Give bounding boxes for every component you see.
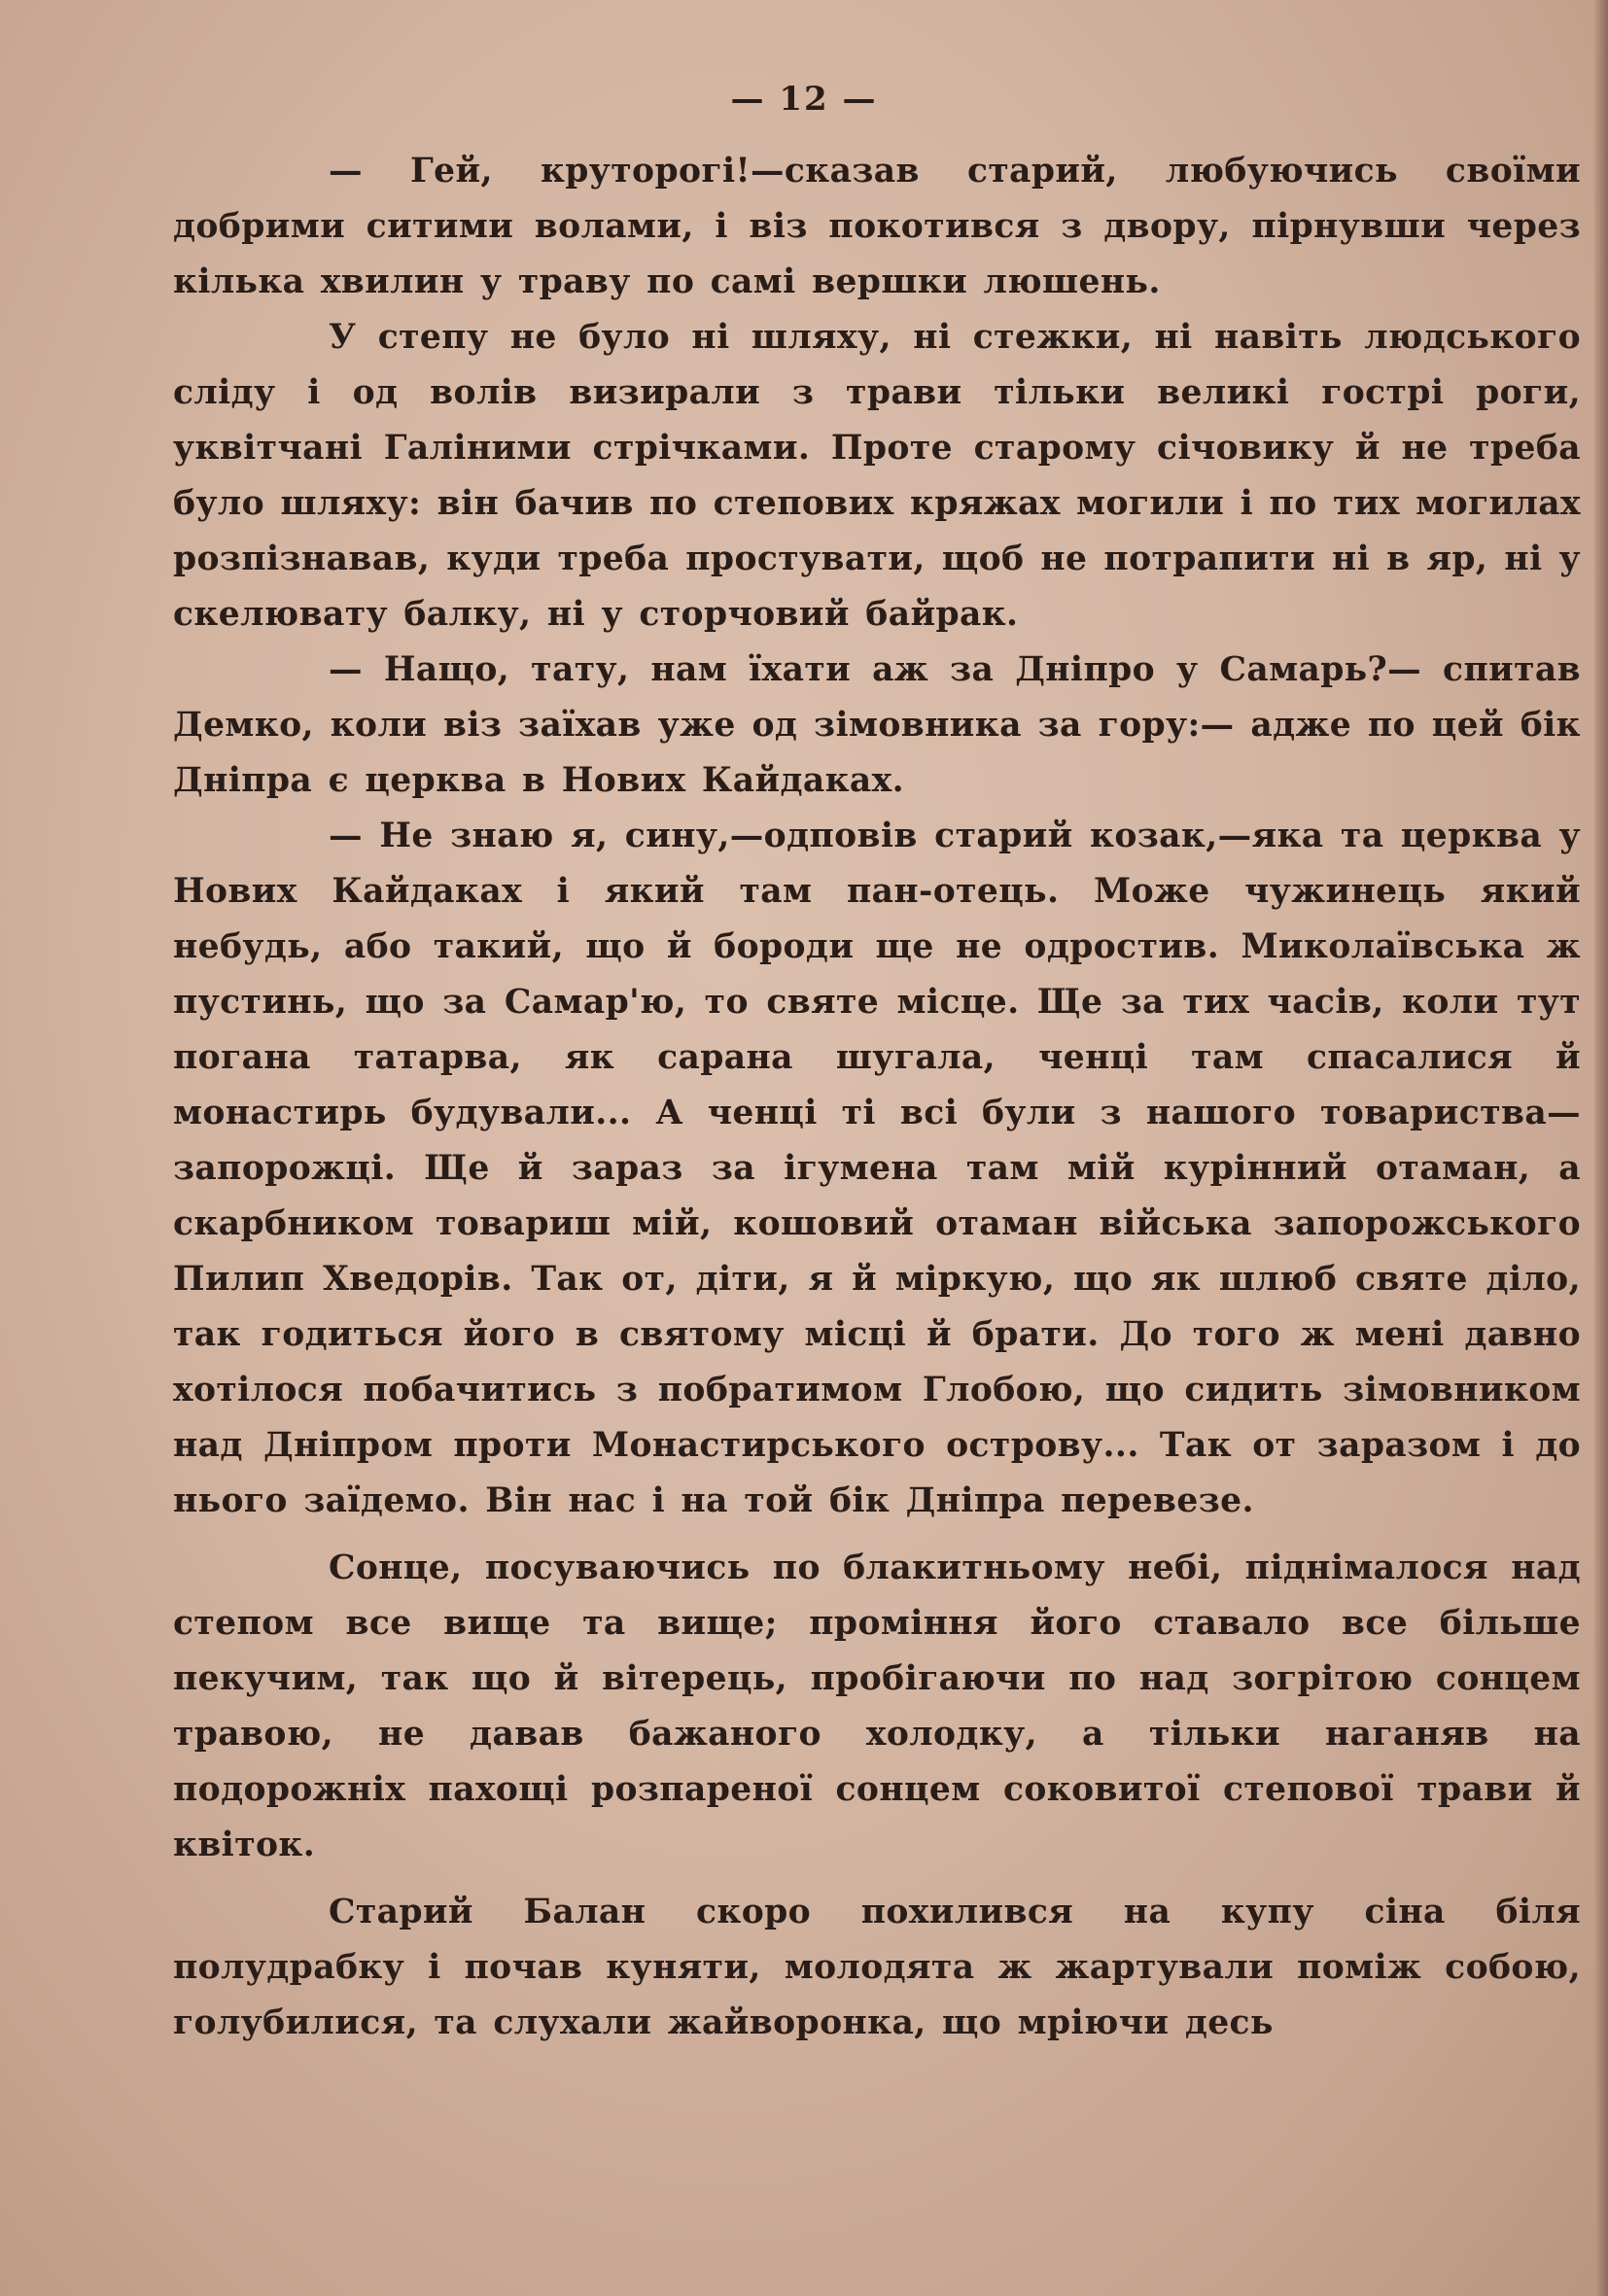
paragraph: У степу не було ні шляху, ні стежки, ні навіть людського сліду і од волів визирали з трави тільки великі гострі роги, уквітчані Галіними стрічками. Проте старому січовику й не треба було шляху: він бачив по степових кряжах могили і по тих могилах розпізнавав, куди треба простувати, щоб не потрапити ні в яр, ні у скелювату балку, ні у сторчовий байрак. [173,318,1581,634]
page-number: — 12 — [730,80,878,119]
body-text [173,144,1581,2051]
paragraph: Старий Балан скоро похилився на купу сіна біля полудрабку і почав куняти, молодята ж жартували поміж собою, голубилися, та слухали жайворонка, що мріючи десь [173,1893,1581,2042]
paragraph: — Не знаю я, сину,—одповів старий козак,—яка та церква у Нових Кайдаках і який там пан-отець. Може чужинець який небудь, або такий, що й бороди ще не одростив. Миколаївська ж пустинь, що за Самар'ю, то святе місце. Ще за тих часів, коли тут погана татарва, як сарана шугала, ченці там спасалися й монастирь будували... А ченці ті всі були з нашого товариства—запорожці. Ще й зараз за ігумена там мій курінний отаман, а скарбником товариш мій, кошовий отаман війська запорожського Пилип Хведорів. Так от, діти, я й міркую, що як шлюб святе діло, так годиться його в святому місці й брати. До того ж мені давно хотілося побачитись з побратимом Глобою, що сидить зімовником над Дніпром проти Монастирського острову... Так от заразом і до нього заїдемо. Він нас і на той бік Дніпра перевезе. [173,817,1581,1520]
paragraph: — Нащо, тату, нам їхати аж за Дніпро у Самарь?— спитав Демко, коли віз заїхав уже од зімовника за гору:— адже по цей бік Дніпра є церква в Нових Кайдаках. [173,650,1581,800]
page-edge [1594,0,1608,2296]
paragraph: — Гей, круторогі!—сказав старий, любуючись своїми добрими ситими волами, і віз покотився з двору, пірнувши через кілька хвилин у траву по самі вершки люшень. [173,152,1581,301]
paragraph: Сонце, посуваючись по блакитньому небі, піднімалося над степом все вище та вище; проміння його ставало все більше пекучим, так що й вітерець, пробігаючи по над зогрітою сонцем травою, не давав бажаного холодку, а тільки наганяв на подорожніх пахощі розпареної сонцем соковитої степової трави й квіток. [173,1548,1581,1864]
